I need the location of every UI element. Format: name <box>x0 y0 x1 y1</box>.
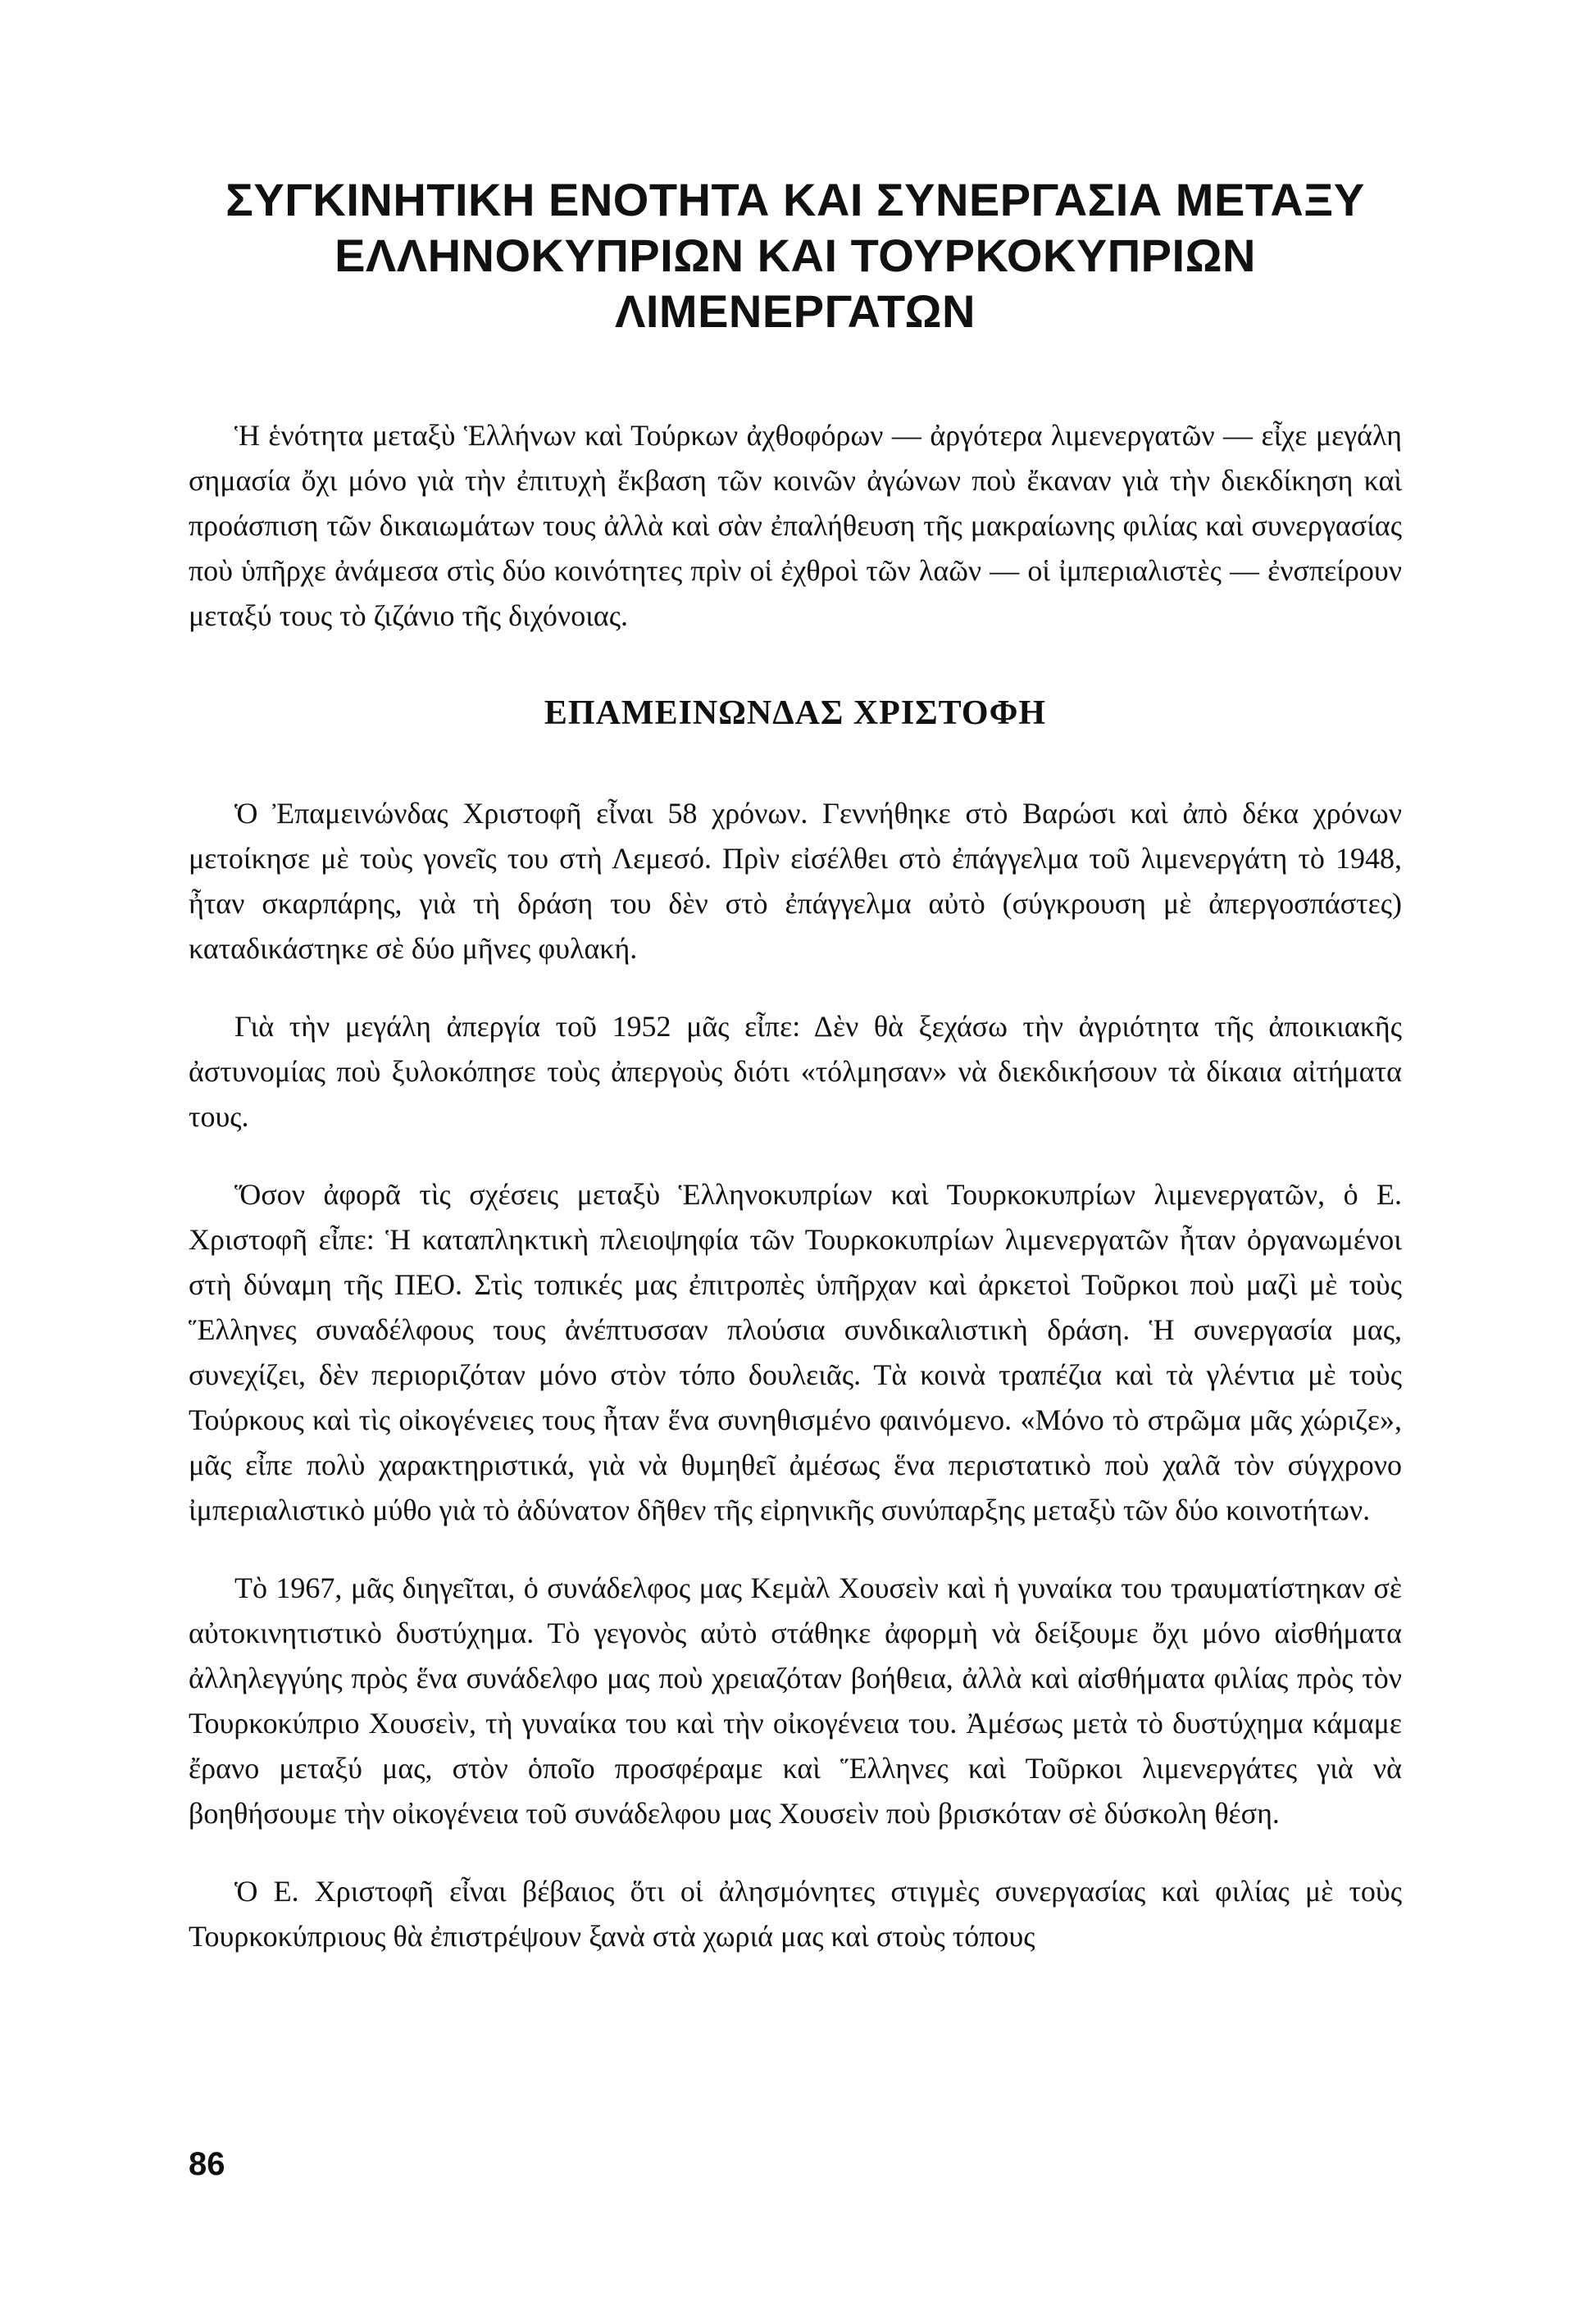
page-number: 86 <box>189 2146 225 2182</box>
page-body <box>189 172 1402 1959</box>
body-paragraph: Ὅσον ἀφορᾶ τὶς σχέσεις μεταξὺ Ἑλληνοκυπρίων καὶ Τουρκοκυπρίων λιμενεργατῶν, ὁ Ε. Χριστοφῆ εἶπε: Ἡ καταπληκτικὴ πλειοψηφία τῶν Τουρκοκυπρίων λιμενεργατῶν ἦταν ὀργανωμένοι στὴ δύναμη τῆς ΠΕΟ. Στὶς τοπικές μας ἐπιτροπὲς ὑπῆρχαν καὶ ἀρκετοὶ Τοῦρκοι ποὺ μαζὶ μὲ τοὺς Ἕλληνες συναδέλφους τους ἀνέπτυσσαν πλούσια συνδικαλιστικὴ δράση. Ἡ συνεργασία μας, συνεχίζει, δὲν περιοριζόταν μόνο στὸν τόπο δουλειᾶς. Τὰ κοινὰ τραπέζια καὶ τὰ γλέντια μὲ τοὺς Τούρκους καὶ τὶς οἰκογένειες τους ἦταν ἕνα συνηθισμένο φαινόμενο. «Μόνο τὸ στρῶμα μᾶς χώριζε», μᾶς εἶπε πολὺ χαρακτηριστικά, γιὰ νὰ θυμηθεῖ ἀμέσως ἕνα περιστατικὸ ποὺ χαλᾶ τὸν σύγχρονο ἰμπεριαλιστικὸ μύθο γιὰ τὸ ἀδύνατον δῆθεν τῆς εἰρηνικῆς συνύπαρξης μεταξὺ τῶν δύο κοινοτήτων. <box>189 1178 1402 1526</box>
article-title <box>189 172 1402 339</box>
body-paragraph: Ὁ Ε. Χριστοφῆ εἶναι βέβαιος ὅτι οἱ ἀλησμόνητες στιγμὲς συνεργασίας καὶ φιλίας μὲ τοὺς Τουρκοκύπριους θὰ ἐπιστρέψουν ξανὰ στὰ χωριά μας καὶ στοὺς τόπους <box>189 1875 1402 1953</box>
body-paragraph: Γιὰ τὴν μεγάλη ἀπεργία τοῦ 1952 μᾶς εἶπε: Δὲν θὰ ξεχάσω τὴν ἀγριότητα τῆς ἀποικιακῆς ἀστυνομίας ποὺ ξυλοκόπησε τοὺς ἀπεργοὺς διότι «τόλμησαν» νὰ διεκδικήσουν τὰ δίκαια αἰτήματα τους. <box>189 1010 1402 1133</box>
section-subtitle: ΕΠΑΜΕΙΝΩΝΔΑΣ ΧΡΙΣΤΟΦΗ <box>544 694 1047 732</box>
intro-paragraph: Ἡ ἑνότητα μεταξὺ Ἑλλήνων καὶ Τούρκων ἀχθοφόρων — ἀργότερα λιμενεργατῶν — εἶχε μεγάλη σημασία ὄχι μόνο γιὰ τὴν ἐπιτυχὴ ἔκβαση τῶν κοινῶν ἀγώνων ποὺ ἔκαναν γιὰ τὴν διεκδίκηση καὶ προάσπιση τῶν δικαιωμάτων τους ἀλλὰ καὶ σὰν ἐπαλήθευση τῆς μακραίωνης φιλίας καὶ συνεργασίας ποὺ ὑπῆρχε ἀνάμεσα στὶς δύο κοινότητες πρὶν οἱ ἐχθροὶ τῶν λαῶν — οἱ ἰμπεριαλιστὲς — ἐνσπείρουν μεταξύ τους τὸ ζιζάνιο τῆς διχόνοιας. <box>189 419 1402 632</box>
article-title-line-2: ΕΛΛΗΝΟΚΥΠΡΙΩΝ ΚΑΙ ΤΟΥΡΚΟΚΥΠΡΙΩΝ ΛΙΜΕΝΕΡΓΑΤΩΝ <box>334 230 1256 337</box>
article-title-line-1: ΣΥΓΚΙΝΗΤΙΚΗ ΕΝΟΤΗΤΑ ΚΑΙ ΣΥΝΕΡΓΑΣΙΑ ΜΕΤΑΞΥ <box>225 174 1365 225</box>
body-paragraph: Ὁ Ἐπαμεινώνδας Χριστοφῆ εἶναι 58 χρόνων. Γεννήθηκε στὸ Βαρώσι καὶ ἀπὸ δέκα χρόνων μετοίκησε μὲ τοὺς γονεῖς του στὴ Λεμεσό. Πρὶν εἰσέλθει στὸ ἐπάγγελμα τοῦ λιμενεργάτη τὸ 1948, ἦταν σκαρπάρης, γιὰ τὴ δράση του δὲν στὸ ἐπάγγελμα αὐτὸ (σύγκρουση μὲ ἀπεργοσπάστες) καταδικάστηκε σὲ δύο μῆνες φυλακή. <box>189 797 1402 965</box>
body-paragraph: Τὸ 1967, μᾶς διηγεῖται, ὁ συνάδελφος μας Κεμὰλ Χουσεὶν καὶ ἡ γυναίκα του τραυματίστηκαν σὲ αὐτοκινητιστικὸ δυστύχημα. Τὸ γεγονὸς αὐτὸ στάθηκε ἀφορμὴ νὰ δείξουμε ὄχι μόνο αἰσθήματα ἀλληλεγγύης πρὸς ἕνα συνάδελφο μας ποὺ χρειαζόταν βοήθεια, ἀλλὰ καὶ αἰσθήματα φιλίας πρὸς τὸν Τουρκοκύπριο Χουσεὶν, τὴ γυναίκα του καὶ τὴν οἰκογένεια του. Ἀμέσως μετὰ τὸ δυστύχημα κάμαμε ἔρανο μεταξύ μας, στὸν ὁποῖο προσφέραμε καὶ Ἕλληνες καὶ Τοῦρκοι λιμενεργάτες γιὰ νὰ βοηθήσουμε τὴν οἰκογένεια τοῦ συνάδελφου μας Χουσεὶν ποὺ βρισκόταν σὲ δύσκολη θέση. <box>189 1571 1402 1830</box>
